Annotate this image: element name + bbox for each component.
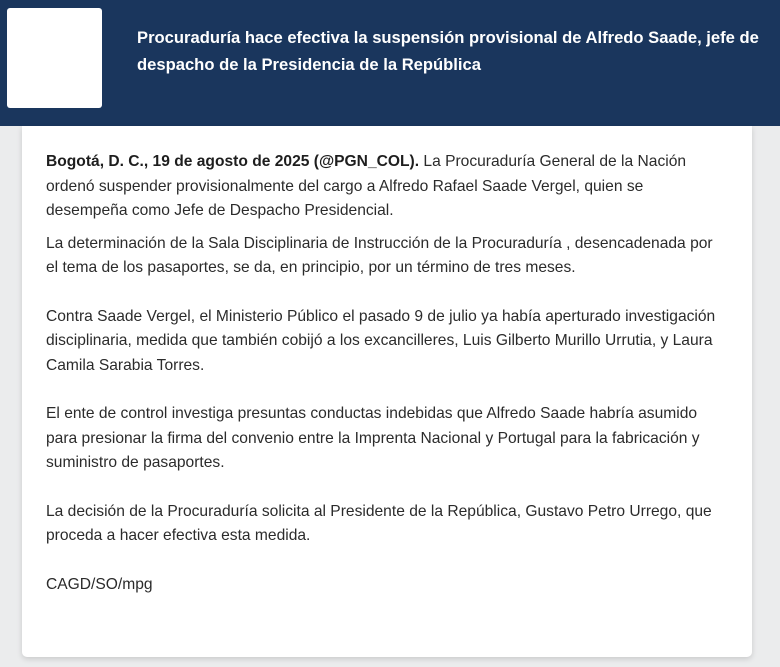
article-paragraph-5: La decisión de la Procuraduría solicita al Presidente de la República, Gustavo Petro Urrego, que proceda a hacer efectiva esta medida. [46, 502, 712, 544]
article-title: Procuraduría hace efectiva la suspensión provisional de Alfredo Saade, jefe de despacho de la Presidencia de la República [137, 28, 759, 74]
article-card [22, 126, 752, 657]
article-signature: CAGD/SO/mpg [46, 575, 153, 593]
article-body [46, 150, 736, 597]
article-lead-text: La Procuraduría General de la Nación ordenó suspender provisionalmente del cargo a Alfredo Rafael Saade Vergel, quien se desempeña como Jefe de Despacho Presidencial. [46, 153, 687, 219]
article-lead-paragraph [46, 150, 736, 224]
article-dateline: Bogotá, D. C., 19 de agosto de 2025 (@PGN_COL). [46, 153, 420, 170]
article-paragraph-2: La determinación de la Sala Disciplinaria de Instrucción de la Procuraduría , desencadenada por el tema de los pasaportes, se da, en principio, por un término de tres meses. [46, 234, 713, 276]
article-paragraph-4: El ente de control investiga presuntas conductas indebidas que Alfredo Saade habría asumido para presionar la firma del convenio entre la Imprenta Nacional y Portugal para la fabricación y suministro de pasaportes. [46, 405, 700, 471]
article-paragraph-3: Contra Saade Vergel, el Ministerio Público el pasado 9 de julio ya había aperturado investigación disciplinaria, medida que también cobijó a los excancilleres, Luis Gilberto Murillo Urrutia, y Laura Camila Sarabia Torres. [46, 307, 716, 374]
logo-placeholder [7, 8, 102, 108]
page-header [0, 0, 780, 126]
